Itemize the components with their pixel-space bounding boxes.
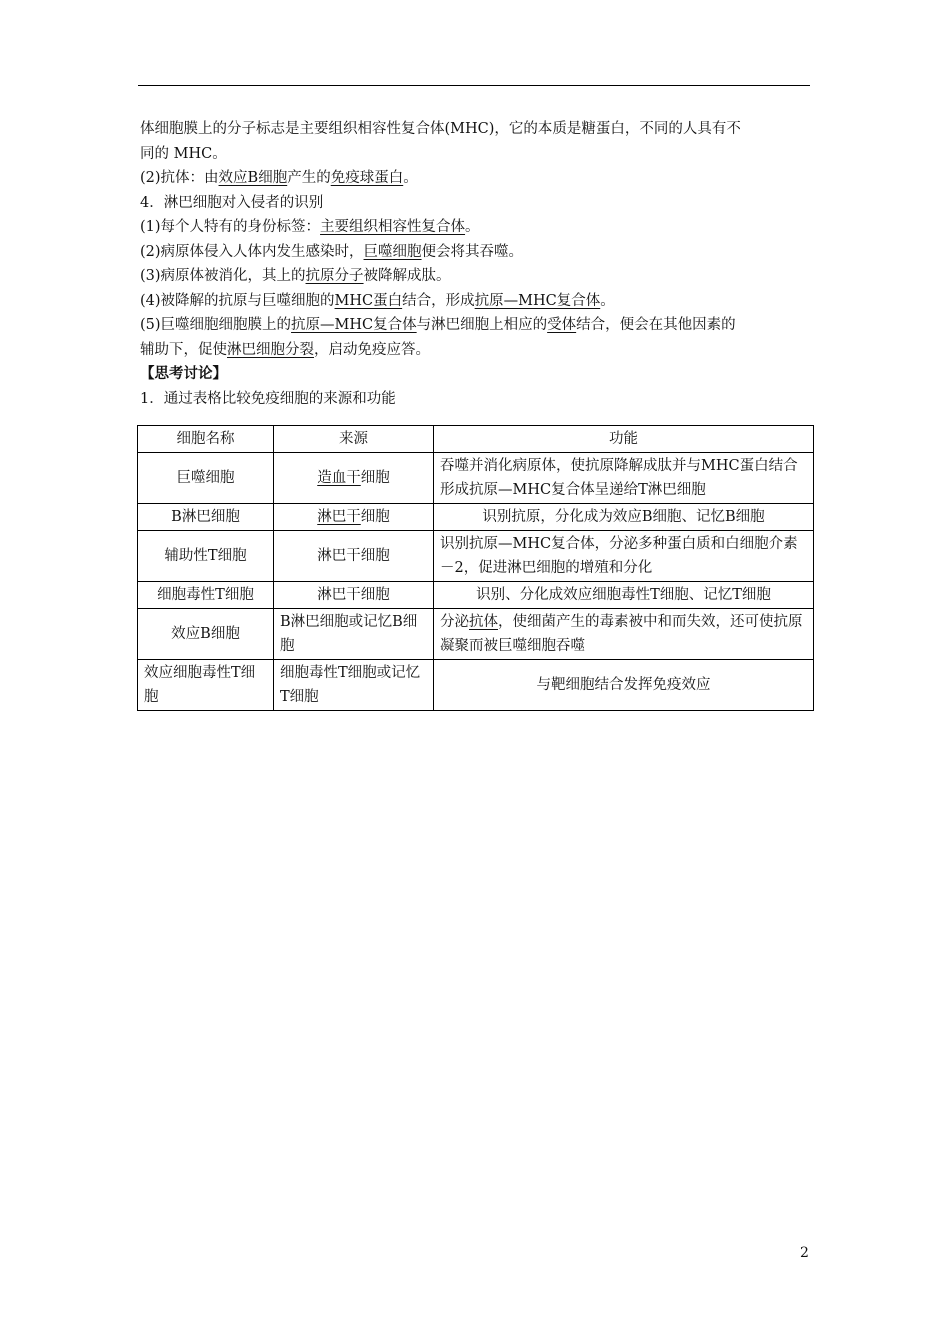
table-row [138,504,814,531]
table-header-row [138,426,814,453]
cell-source: B淋巴细胞或记忆B细胞 [274,609,434,660]
blank-answer: 免疫球蛋白 [330,170,404,186]
blank-answer: 淋巴细胞分裂 [227,341,314,358]
cell-function: 识别抗原，分化成为效应B细胞、记忆B细胞 [434,504,814,531]
cell-name: 效应细胞毒性T细胞 [138,660,274,711]
table-row [138,660,814,711]
text-span: 辅助下，促使 [140,341,227,358]
page-number: 2 [800,1245,809,1261]
blank-answer: 主要组织相容性复合体 [320,219,466,235]
blank-answer: 抗原分子 [305,268,364,284]
table-row [138,582,814,609]
text-span: ，启动免疫应答。 [314,341,430,358]
text-span: 。 [600,292,615,309]
text-line: 同的 MHC。 [140,145,227,162]
table-row [138,609,814,660]
blank-answer: 受体 [547,317,577,333]
text-line [140,166,812,191]
text-span: 产生的 [287,170,331,186]
text-span: 。 [403,170,418,186]
text-span: 分泌 [440,614,469,630]
immune-cells-table [137,425,814,711]
text-line [140,338,812,363]
cell-source: 细胞毒性T细胞或记忆T细胞 [274,660,434,711]
text-line [140,313,812,338]
cell-function [434,609,814,660]
text-span: 结合，便会在其他因素的 [576,317,736,333]
cell-function: 吞噬并消化病原体，使抗原降解成肽并与MHC蛋白结合形成抗原—MHC复合体呈递给T淋巴细胞 [434,453,814,504]
text-span: 与淋巴细胞上相应的 [416,317,548,333]
text-span: (2)病原体侵入人体内发生感染时， [140,243,364,260]
blank-answer: 抗体 [469,614,498,630]
text-line: 1．通过表格比较免疫细胞的来源和功能 [140,390,396,407]
text-span: 细胞 [360,470,390,486]
text-span: (4)被降解的抗原与巨噬细胞的 [140,292,335,309]
blank-answer: 巨噬细胞 [363,243,422,260]
cell-source [274,453,434,504]
text-span: (1)每个人特有的身份标签： [140,219,321,235]
cell-function: 与靶细胞结合发挥免疫效应 [434,660,814,711]
text-span: ，使细菌产生的毒素被中和而失效，还可使抗原凝聚而被巨噬细胞吞噬 [440,614,803,654]
document-body [140,117,812,411]
cell-name: 效应B细胞 [138,609,274,660]
blank-answer: 淋巴干 [317,509,361,525]
text-span: (3)病原体被消化，其上的 [140,268,306,284]
text-line [140,264,812,289]
text-line [140,215,812,240]
header-rule [138,85,810,86]
blank-answer: 抗原—MHC复合体 [291,317,417,333]
text-line [140,240,812,265]
text-span: (2)抗体：由 [140,170,219,186]
cell-name: 细胞毒性T细胞 [138,582,274,609]
table-row [138,453,814,504]
cell-source: 淋巴干细胞 [274,582,434,609]
blank-answer: MHC蛋白 [334,292,403,309]
cell-name: 辅助性T细胞 [138,531,274,582]
text-span: 结合，形成 [402,292,475,309]
cell-source: 淋巴干细胞 [274,531,434,582]
text-line [140,289,812,314]
text-span: 。 [465,219,480,235]
blank-answer: 造血干 [317,470,361,486]
text-span: 被降解成肽。 [363,268,451,284]
table-row [138,531,814,582]
text-span: (5)巨噬细胞细胞膜上的 [140,317,292,333]
text-span: 便会将其吞噬。 [421,243,524,260]
section-heading: 【思考讨论】 [140,365,227,382]
cell-function: 识别、分化成效应细胞毒性T细胞、记忆T细胞 [434,582,814,609]
blank-answer: 抗原—MHC复合体 [474,292,601,309]
section-heading: 4．淋巴细胞对入侵者的识别 [140,194,324,211]
table-header: 细胞名称 [138,426,274,453]
blank-answer: 效应B细胞 [218,170,288,186]
cell-function: 识别抗原—MHC复合体，分泌多种蛋白质和白细胞介素－2，促进淋巴细胞的增殖和分化 [434,531,814,582]
table-header: 来源 [274,426,434,453]
cell-name: B淋巴细胞 [138,504,274,531]
text-span: 细胞 [360,509,390,525]
table-header: 功能 [434,426,814,453]
cell-source [274,504,434,531]
text-line: 体细胞膜上的分子标志是主要组织相容性复合体(MHC)，它的本质是糖蛋白，不同的人具有不 [140,121,741,137]
cell-name: 巨噬细胞 [138,453,274,504]
